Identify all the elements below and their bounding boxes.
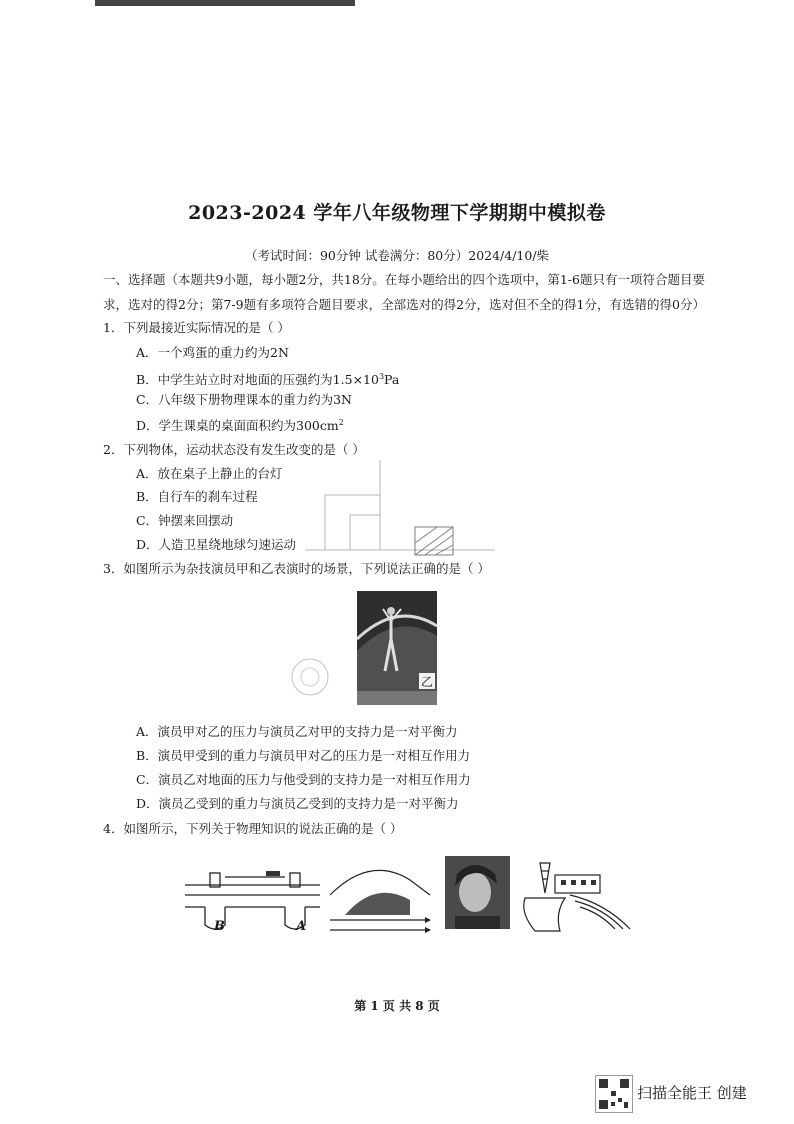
q1-option-d: D．学生课桌的桌面面积约为$300cm^2$ — [136, 418, 344, 434]
q2-option-c: C．钟摆来回摆动 — [136, 513, 234, 528]
q4-figure-portrait — [445, 856, 510, 929]
q3-stem: 3．如图所示为杂技演员甲和乙表演时的场景，下列说法正确的是（ ） — [103, 561, 490, 576]
q2-stem: 2．下列物体，运动状态没有发生改变的是（ ） — [103, 442, 365, 457]
q4-stem: 4．如图所示，下列关于物理知识的说法正确的是（ ） — [103, 821, 403, 836]
scanner-watermark: 扫描全能王 创建 — [637, 1084, 747, 1102]
page-number: 第 1 页 共 8 页 — [354, 999, 440, 1013]
q4-figure-dam — [515, 853, 640, 933]
q2-option-a: A．放在桌子上静止的台灯 — [136, 466, 283, 481]
q2-option-d: D．人造卫星绕地球匀速运动 — [136, 537, 297, 552]
q1-option-c: C．八年级下册物理课本的重力约为3N — [136, 392, 352, 407]
figure-label-a: A — [296, 919, 307, 934]
acrobat-photo — [357, 591, 437, 705]
portrait-drawing — [445, 856, 510, 929]
exam-info: （考试时间：90分钟 试卷满分：80分）2024/4/10/柴 — [244, 248, 550, 263]
section-intro-line1: 一、选择题（本题共9小题，每小题2分，共18分。在每小题给出的四个选项中，第1-6题只有一项符合题目要 — [103, 272, 705, 287]
page-title: 2023-2024 学年八年级物理下学期期中模拟卷 — [188, 202, 606, 224]
bleed-through-diagram — [295, 455, 510, 565]
section-intro-line2: 求，选对的得2分；第7-9题有多项符合题目要求，全部选对的得2分，选对但不全的得1分，有选错的得0分） — [103, 297, 705, 312]
q1-option-a: A．一个鸡蛋的重力约为2N — [136, 345, 289, 360]
q3-option-d: D．演员乙受到的重力与演员乙受到的支持力是一对平衡力 — [136, 796, 459, 811]
q3-option-a: A．演员甲对乙的压力与演员乙对甲的支持力是一对平衡力 — [136, 724, 458, 739]
q3-option-b: B．演员甲受到的重力与演员甲对乙的压力是一对相互作用力 — [136, 748, 471, 763]
qr-code — [595, 1075, 633, 1113]
q3-option-c: C．演员乙对地面的压力与他受到的支持力是一对相互作用力 — [136, 772, 471, 787]
qr-pattern — [596, 1076, 632, 1112]
q1-option-b: B．中学生站立时对地面的压强约为$1.5\times 10^3Pa$ — [136, 372, 400, 388]
q2-option-b: B．自行车的刹车过程 — [136, 489, 258, 504]
faint-seal — [288, 655, 333, 700]
top-scan-bleed — [95, 0, 355, 6]
figure-label-b: B — [214, 919, 225, 934]
q1-stem: 1．下列最接近实际情况的是（ ） — [103, 320, 290, 335]
figure-label-yi: 乙 — [421, 675, 434, 689]
q4-figure-airflow — [325, 860, 435, 935]
